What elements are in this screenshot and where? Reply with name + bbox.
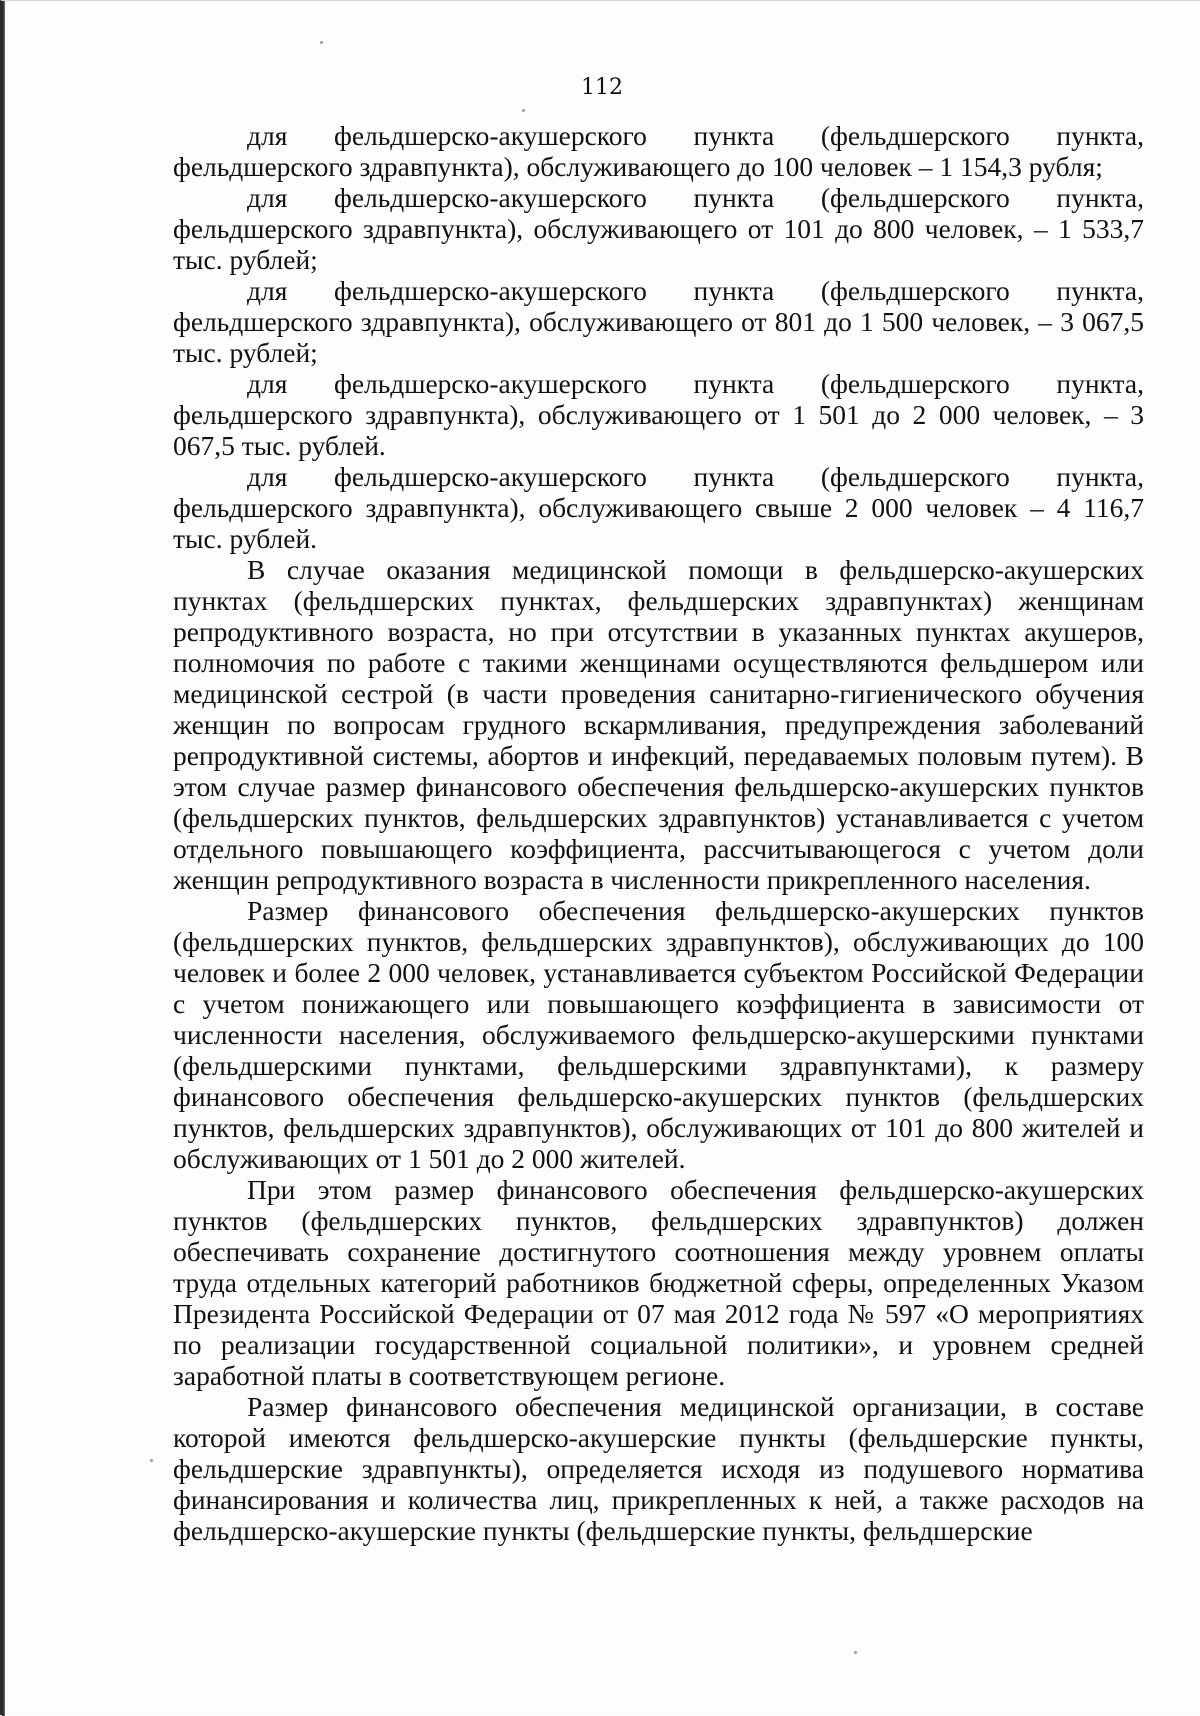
paragraph-coefficient-rule: Размер финансового обеспечения фельдшерско-акушерских пунктов (фельдшерских пунктов, фельдшерских здравпунктов), обслуживающих до 100 человек и более 2 000 человек, устанавливается субъектом Российской Федерации с учетом понижающего или повышающего коэффициента в зависимости от численности населения, обслуживаемого фельдшерско-акушерскими пунктами (фельдшерскими пунктами, фельдшерскими здравпунктами), к размеру финансового обеспечения фельдшерско-акушерских пунктов (фельдшерских пунктов, фельдшерских здравпунктов), обслуживающих от 101 до 800 жителей и обслуживающих от 1 501 до 2 000 жителей. [173,895,1144,1174]
scan-speck [320,41,323,44]
scan-speck [854,1651,857,1654]
paragraph-fap-801-1500: для фельдшерско-акушерского пункта (фельдшерского пункта, фельдшерского здравпункта), обслуживающего от 801 до 1 500 человек, – 3 067,5 тыс. рублей; [173,275,1144,368]
document-body [173,120,1144,1546]
scan-edge [2,1,5,1716]
paragraph-fap-up-to-100: для фельдшерско-акушерского пункта (фельдшерского пункта, фельдшерского здравпункта), обслуживающего до 100 человек – 1 154,3 рубля; [173,120,1144,182]
paragraph-reproductive-age-women: В случае оказания медицинской помощи в фельдшерско-акушерских пунктах (фельдшерских пунктах, фельдшерских здравпунктах) женщинам репродуктивного возраста, но при отсутствии в указанных пунктах акушеров, полномочия по работе с такими женщинами осуществляются фельдшером или медицинской сестрой (в части проведения санитарно-гигиенического обучения женщин по вопросам грудного вскармливания, предупреждения заболеваний репродуктивной системы, абортов и инфекций, передаваемых половым путем). В этом случае размер финансового обеспечения фельдшерско-акушерских пунктов (фельдшерских пунктов, фельдшерских здравпунктов) устанавливается с учетом отдельного повышающего коэффициента, рассчитывающегося с учетом доли женщин репродуктивного возраста в численности прикрепленного населения. [173,554,1144,895]
paragraph-fap-1501-2000: для фельдшерско-акушерского пункта (фельдшерского пункта, фельдшерского здравпункта), обслуживающего от 1 501 до 2 000 человек, – 3 067,5 тыс. рублей. [173,368,1144,461]
page-number: 112 [581,75,623,100]
scan-speck [522,109,525,112]
paragraph-salary-ratio: При этом размер финансового обеспечения фельдшерско-акушерских пунктов (фельдшерских пунктов, фельдшерских здравпунктов) должен обеспечивать сохранение достигнутого соотношения между уровнем оплаты труда отдельных категорий работников бюджетной сферы, определенных Указом Президента Российской Федерации от 07 мая 2012 года № 597 «О мероприятиях по реализации государственной социальной политики», и уровнем средней заработной платы в соответствующем регионе. [173,1174,1144,1391]
paragraph-fap-101-800: для фельдшерско-акушерского пункта (фельдшерского пункта, фельдшерского здравпункта), обслуживающего от 101 до 800 человек, – 1 533,7 тыс. рублей; [173,182,1144,275]
paragraph-medical-organization: Размер финансового обеспечения медицинской организации, в составе которой имеются фельдшерско-акушерские пункты (фельдшерские пункты, фельдшерские здравпункты), определяется исходя из подушевого норматива финансирования и количества лиц, прикрепленных к ней, а также расходов на фельдшерско-акушерские пункты (фельдшерские пункты, фельдшерские [173,1391,1144,1546]
paragraph-fap-over-2000: для фельдшерско-акушерского пункта (фельдшерского пункта, фельдшерского здравпункта), обслуживающего свыше 2 000 человек – 4 116,7 тыс. рублей. [173,461,1144,554]
scan-speck [150,1459,153,1462]
